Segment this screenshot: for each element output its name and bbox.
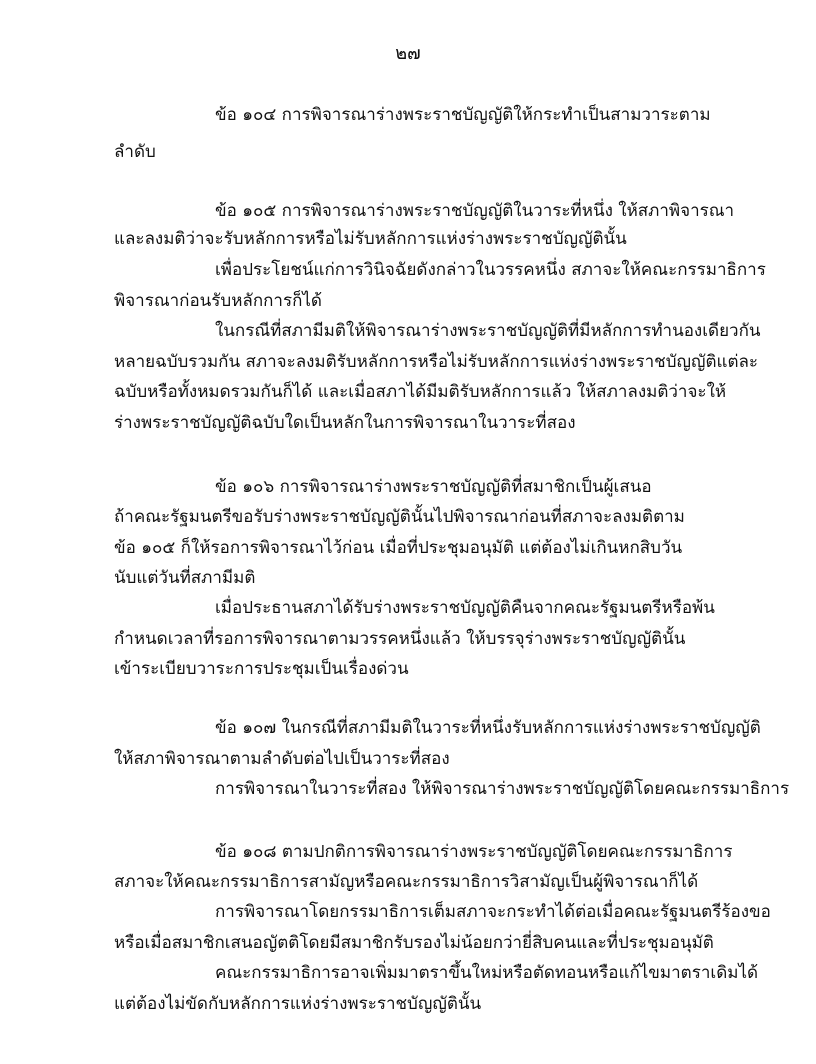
article-106-line4: นับแต่วันที่สภามีมติ <box>114 568 256 588</box>
article-108-line2: สภาจะให้คณะกรรมาธิการสามัญหรือคณะกรรมาธิการวิสามัญเป็นผู้พิจารณาก็ได้ <box>114 872 699 892</box>
article-106-line2: ถ้าคณะรัฐมนตรีขอรับร่างพระราชบัญญัตินั้นไปพิจารณาก่อนที่สภาจะลงมติตาม <box>114 507 685 527</box>
page-number: ๒๗ <box>395 43 421 64</box>
article-108-heading: ข้อ ๑๐๘ ตามปกติการพิจารณาร่างพระราชบัญญัติโดยคณะกรรมาธิการ <box>215 842 733 862</box>
article-108-para2: การพิจารณาโดยกรรมาธิการเต็มสภาจะกระทำได้ต่อเมื่อคณะรัฐมนตรีร้องขอ <box>215 902 771 922</box>
article-104-cont: ลำดับ <box>114 142 156 162</box>
article-105-para2: เพื่อประโยชน์แก่การวินิจฉัยดังกล่าวในวรรคหนึ่ง สภาจะให้คณะกรรมาธิการ <box>215 260 766 280</box>
article-107-line2: ให้สภาพิจารณาตามลำดับต่อไปเป็นวาระที่สอง <box>114 749 450 769</box>
article-105-heading: ข้อ ๑๐๕ การพิจารณาร่างพระราชบัญญัติในวาระที่หนึ่ง ให้สภาพิจารณา <box>215 201 735 221</box>
article-105-para3: ในกรณีที่สภามีมติให้พิจารณาร่างพระราชบัญญัติที่มีหลักการทำนองเดียวกัน <box>215 321 761 341</box>
article-107-para2: การพิจารณาในวาระที่สอง ให้พิจารณาร่างพระราชบัญญัติโดยคณะกรรมาธิการ <box>215 779 790 799</box>
article-105-para2-cont: พิจารณาก่อนรับหลักการก็ได้ <box>114 291 322 311</box>
article-106-para2-line3: เข้าระเบียบวาระการประชุมเป็นเรื่องด่วน <box>114 659 409 679</box>
article-106-heading: ข้อ ๑๐๖ การพิจารณาร่างพระราชบัญญัติที่สมาชิกเป็นผู้เสนอ <box>215 477 652 497</box>
article-106-line3: ข้อ ๑๐๕ ก็ให้รอการพิจารณาไว้ก่อน เมื่อที่ประชุมอนุมัติ แต่ต้องไม่เกินหกสิบวัน <box>114 538 683 558</box>
article-105-para3-line3: ฉบับหรือทั้งหมดรวมกันก็ได้ และเมื่อสภาได้มีมติรับหลักการแล้ว ให้สภาลงมติว่าจะให้ <box>114 382 727 402</box>
article-108-para3: คณะกรรมาธิการอาจเพิ่มมาตราขึ้นใหม่หรือตัดทอนหรือแก้ไขมาตราเดิมได้ <box>215 963 759 983</box>
article-105-para3-line2: หลายฉบับรวมกัน สภาจะลงมติรับหลักการหรือไม่รับหลักการแห่งร่างพระราชบัญญัติแต่ละ <box>114 352 759 372</box>
article-106-para2-line2: กำหนดเวลาที่รอการพิจารณาตามวรรคหนึ่งแล้ว ให้บรรจุร่างพระราชบัญญัตินั้น <box>114 629 686 649</box>
article-106-para2: เมื่อประธานสภาได้รับร่างพระราชบัญญัติคืนจากคณะรัฐมนตรีหรือพ้น <box>215 598 715 618</box>
article-105-line: และลงมติว่าจะรับหลักการหรือไม่รับหลักการแห่งร่างพระราชบัญญัตินั้น <box>114 229 627 249</box>
article-105-para3-line4: ร่างพระราชบัญญัติฉบับใดเป็นหลักในการพิจารณาในวาระที่สอง <box>114 413 576 433</box>
article-107-heading: ข้อ ๑๐๗ ในกรณีที่สภามีมติในวาระที่หนึ่งรับหลักการแห่งร่างพระราชบัญญัติ <box>215 718 761 738</box>
article-104-heading: ข้อ ๑๐๔ การพิจารณาร่างพระราชบัญญัติให้กระทำเป็นสามวาระตาม <box>215 105 711 125</box>
article-108-para2-line2: หรือเมื่อสมาชิกเสนอญัตติโดยมีสมาชิกรับรองไม่น้อยกว่ายี่สิบคนและที่ประชุมอนุมัติ <box>114 933 714 953</box>
article-108-para3-line2: แต่ต้องไม่ขัดกับหลักการแห่งร่างพระราชบัญญัตินั้น <box>114 994 482 1014</box>
